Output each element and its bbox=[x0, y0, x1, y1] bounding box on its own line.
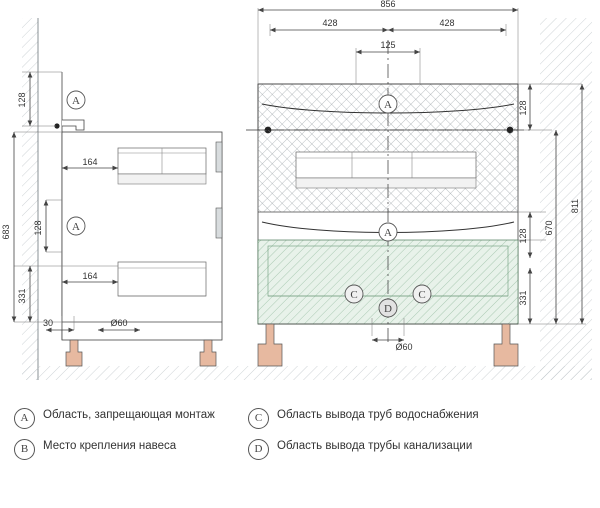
svg-text:A: A bbox=[72, 95, 80, 107]
legend-badge-b: B bbox=[14, 439, 35, 460]
svg-text:D: D bbox=[384, 303, 392, 315]
svg-text:128: 128 bbox=[33, 220, 43, 236]
svg-text:128: 128 bbox=[518, 228, 528, 244]
legend-item bbox=[14, 439, 244, 460]
legend-label-a: Область, запрещающая монтаж bbox=[43, 409, 215, 421]
svg-text:Ø60: Ø60 bbox=[110, 318, 128, 328]
svg-text:331: 331 bbox=[518, 290, 528, 306]
svg-text:125: 125 bbox=[380, 40, 396, 50]
svg-text:C: C bbox=[350, 289, 358, 301]
legend-column-right bbox=[248, 408, 498, 470]
svg-text:164: 164 bbox=[82, 271, 98, 281]
svg-text:331: 331 bbox=[17, 288, 27, 304]
svg-text:128: 128 bbox=[17, 92, 27, 108]
svg-text:Ø60: Ø60 bbox=[395, 342, 413, 352]
svg-text:670: 670 bbox=[544, 220, 554, 236]
legend-badge-a: A bbox=[14, 408, 35, 429]
legend-item bbox=[14, 408, 244, 429]
legend bbox=[0, 408, 600, 508]
legend-badge-d: D bbox=[248, 439, 269, 460]
svg-text:683: 683 bbox=[1, 224, 11, 240]
legend-badge-c: C bbox=[248, 408, 269, 429]
svg-text:856: 856 bbox=[380, 0, 396, 9]
svg-text:164: 164 bbox=[82, 157, 98, 167]
svg-text:428: 428 bbox=[322, 18, 338, 28]
legend-item bbox=[248, 439, 498, 460]
svg-text:A: A bbox=[384, 227, 392, 239]
svg-text:428: 428 bbox=[439, 18, 455, 28]
svg-text:A: A bbox=[72, 221, 80, 233]
svg-text:128: 128 bbox=[518, 100, 528, 116]
legend-item bbox=[248, 408, 498, 429]
svg-text:A: A bbox=[384, 99, 392, 111]
legend-label-c: Область вывода труб водоснабжения bbox=[277, 409, 479, 421]
legend-label-b: Место крепления навеса bbox=[43, 440, 177, 452]
svg-text:C: C bbox=[418, 289, 426, 301]
svg-text:811: 811 bbox=[570, 198, 580, 214]
legend-label-d: Область вывода трубы канализации bbox=[277, 440, 473, 452]
svg-text:30: 30 bbox=[42, 318, 54, 328]
legend-column-left bbox=[14, 408, 244, 470]
